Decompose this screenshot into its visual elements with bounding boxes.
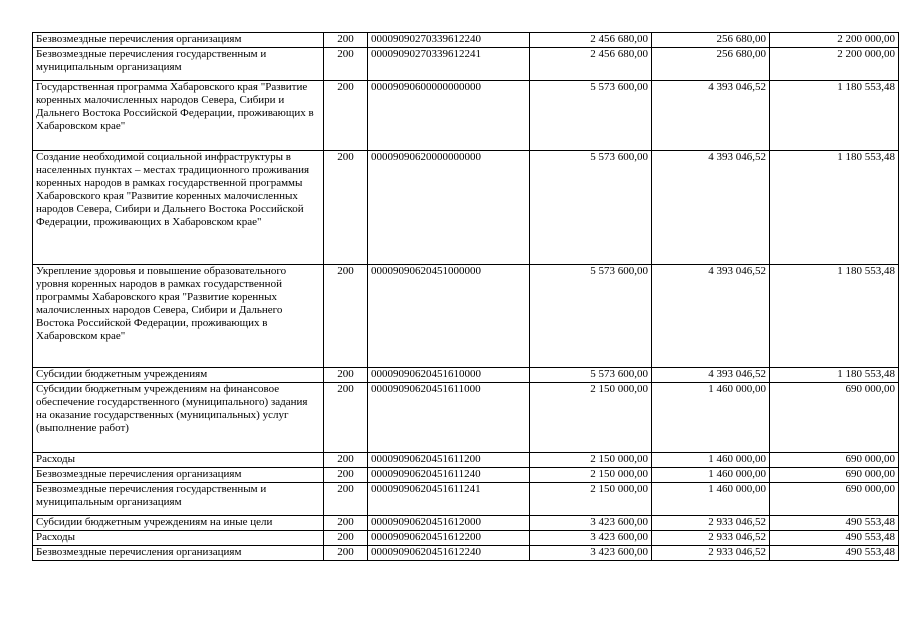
row-classification-code: 00009090620451612240 — [368, 546, 530, 561]
row-code: 200 — [324, 368, 368, 383]
row-executed-amount: 2 933 046,52 — [652, 516, 770, 531]
row-executed-amount: 1 460 000,00 — [652, 383, 770, 453]
table-row — [33, 383, 899, 453]
row-name: Безвозмездные перечисления государственным и муниципальным организациям — [33, 48, 324, 81]
row-classification-code: 00009090600000000000 — [368, 81, 530, 151]
row-classification-code: 00009090620451611000 — [368, 383, 530, 453]
row-unexecuted-amount: 1 180 553,48 — [770, 368, 899, 383]
row-unexecuted-amount: 1 180 553,48 — [770, 265, 899, 368]
row-unexecuted-amount: 690 000,00 — [770, 453, 899, 468]
row-name: Укрепление здоровья и повышение образовательного уровня коренных народов в рамках государственной программы Хабаровского края "Развитие коренных малочисленных народов Севера, Сибири и Дальнего Востока Российской Федерации, проживающих в Хабаровском крае" — [33, 265, 324, 368]
row-approved-amount: 2 150 000,00 — [530, 453, 652, 468]
row-code: 200 — [324, 531, 368, 546]
row-code: 200 — [324, 383, 368, 453]
row-approved-amount: 5 573 600,00 — [530, 151, 652, 265]
row-unexecuted-amount: 490 553,48 — [770, 531, 899, 546]
row-name: Безвозмездные перечисления организациям — [33, 546, 324, 561]
row-approved-amount: 2 150 000,00 — [530, 383, 652, 453]
table-row — [33, 368, 899, 383]
table-row — [33, 265, 899, 368]
row-classification-code: 00009090270339612241 — [368, 48, 530, 81]
row-name: Безвозмездные перечисления организациям — [33, 468, 324, 483]
table-row — [33, 531, 899, 546]
row-code: 200 — [324, 48, 368, 81]
budget-table-body — [33, 33, 899, 561]
row-code: 200 — [324, 265, 368, 368]
row-unexecuted-amount: 690 000,00 — [770, 483, 899, 516]
row-executed-amount: 1 460 000,00 — [652, 468, 770, 483]
row-executed-amount: 1 460 000,00 — [652, 483, 770, 516]
table-row — [33, 516, 899, 531]
row-name: Расходы — [33, 531, 324, 546]
row-code: 200 — [324, 453, 368, 468]
document-page — [32, 32, 899, 561]
row-classification-code: 00009090620451611241 — [368, 483, 530, 516]
row-classification-code: 00009090620451611240 — [368, 468, 530, 483]
row-classification-code: 00009090270339612240 — [368, 33, 530, 48]
row-unexecuted-amount: 1 180 553,48 — [770, 151, 899, 265]
row-unexecuted-amount: 690 000,00 — [770, 468, 899, 483]
row-unexecuted-amount: 2 200 000,00 — [770, 48, 899, 81]
row-approved-amount: 2 456 680,00 — [530, 48, 652, 81]
row-executed-amount: 2 933 046,52 — [652, 546, 770, 561]
row-approved-amount: 5 573 600,00 — [530, 368, 652, 383]
row-executed-amount: 4 393 046,52 — [652, 368, 770, 383]
row-executed-amount: 4 393 046,52 — [652, 81, 770, 151]
row-unexecuted-amount: 490 553,48 — [770, 516, 899, 531]
table-row — [33, 151, 899, 265]
table-row — [33, 33, 899, 48]
row-approved-amount: 2 150 000,00 — [530, 483, 652, 516]
table-row — [33, 483, 899, 516]
table-row — [33, 546, 899, 561]
row-code: 200 — [324, 81, 368, 151]
row-classification-code: 00009090620451612200 — [368, 531, 530, 546]
row-code: 200 — [324, 483, 368, 516]
row-classification-code: 00009090620451612000 — [368, 516, 530, 531]
row-code: 200 — [324, 151, 368, 265]
table-row — [33, 48, 899, 81]
row-classification-code: 00009090620451610000 — [368, 368, 530, 383]
row-executed-amount: 256 680,00 — [652, 33, 770, 48]
row-approved-amount: 3 423 600,00 — [530, 531, 652, 546]
row-name: Субсидии бюджетным учреждениям — [33, 368, 324, 383]
row-name: Субсидии бюджетным учреждениям на иные цели — [33, 516, 324, 531]
row-name: Создание необходимой социальной инфраструктуры в населенных пунктах – местах традиционного проживания коренных народов в рамках государственной программы Хабаровского края "Развитие коренных малочисленных народов Севера, Сибири и Дальнего Востока Российской Федерации, проживающих в Хабаровском крае" — [33, 151, 324, 265]
row-approved-amount: 3 423 600,00 — [530, 546, 652, 561]
row-unexecuted-amount: 2 200 000,00 — [770, 33, 899, 48]
row-approved-amount: 5 573 600,00 — [530, 265, 652, 368]
row-code: 200 — [324, 516, 368, 531]
row-unexecuted-amount: 490 553,48 — [770, 546, 899, 561]
row-classification-code: 00009090620000000000 — [368, 151, 530, 265]
row-name: Безвозмездные перечисления организациям — [33, 33, 324, 48]
row-executed-amount: 4 393 046,52 — [652, 265, 770, 368]
row-approved-amount: 5 573 600,00 — [530, 81, 652, 151]
row-approved-amount: 2 456 680,00 — [530, 33, 652, 48]
row-code: 200 — [324, 468, 368, 483]
table-row — [33, 453, 899, 468]
row-unexecuted-amount: 1 180 553,48 — [770, 81, 899, 151]
table-row — [33, 468, 899, 483]
row-executed-amount: 256 680,00 — [652, 48, 770, 81]
row-executed-amount: 4 393 046,52 — [652, 151, 770, 265]
row-unexecuted-amount: 690 000,00 — [770, 383, 899, 453]
row-name: Государственная программа Хабаровского края "Развитие коренных малочисленных народов Севера, Сибири и Дальнего Востока Российской Федерации, проживающих в Хабаровском крае" — [33, 81, 324, 151]
table-row — [33, 81, 899, 151]
row-executed-amount: 1 460 000,00 — [652, 453, 770, 468]
row-code: 200 — [324, 546, 368, 561]
row-name: Безвозмездные перечисления государственным и муниципальным организациям — [33, 483, 324, 516]
row-classification-code: 00009090620451611200 — [368, 453, 530, 468]
budget-table — [32, 32, 899, 561]
row-executed-amount: 2 933 046,52 — [652, 531, 770, 546]
row-classification-code: 00009090620451000000 — [368, 265, 530, 368]
row-approved-amount: 3 423 600,00 — [530, 516, 652, 531]
row-name: Расходы — [33, 453, 324, 468]
row-approved-amount: 2 150 000,00 — [530, 468, 652, 483]
row-code: 200 — [324, 33, 368, 48]
row-name: Субсидии бюджетным учреждениям на финансовое обеспечение государственного (муниципального) задания на оказание государственных (муниципальных) услуг (выполнение работ) — [33, 383, 324, 453]
